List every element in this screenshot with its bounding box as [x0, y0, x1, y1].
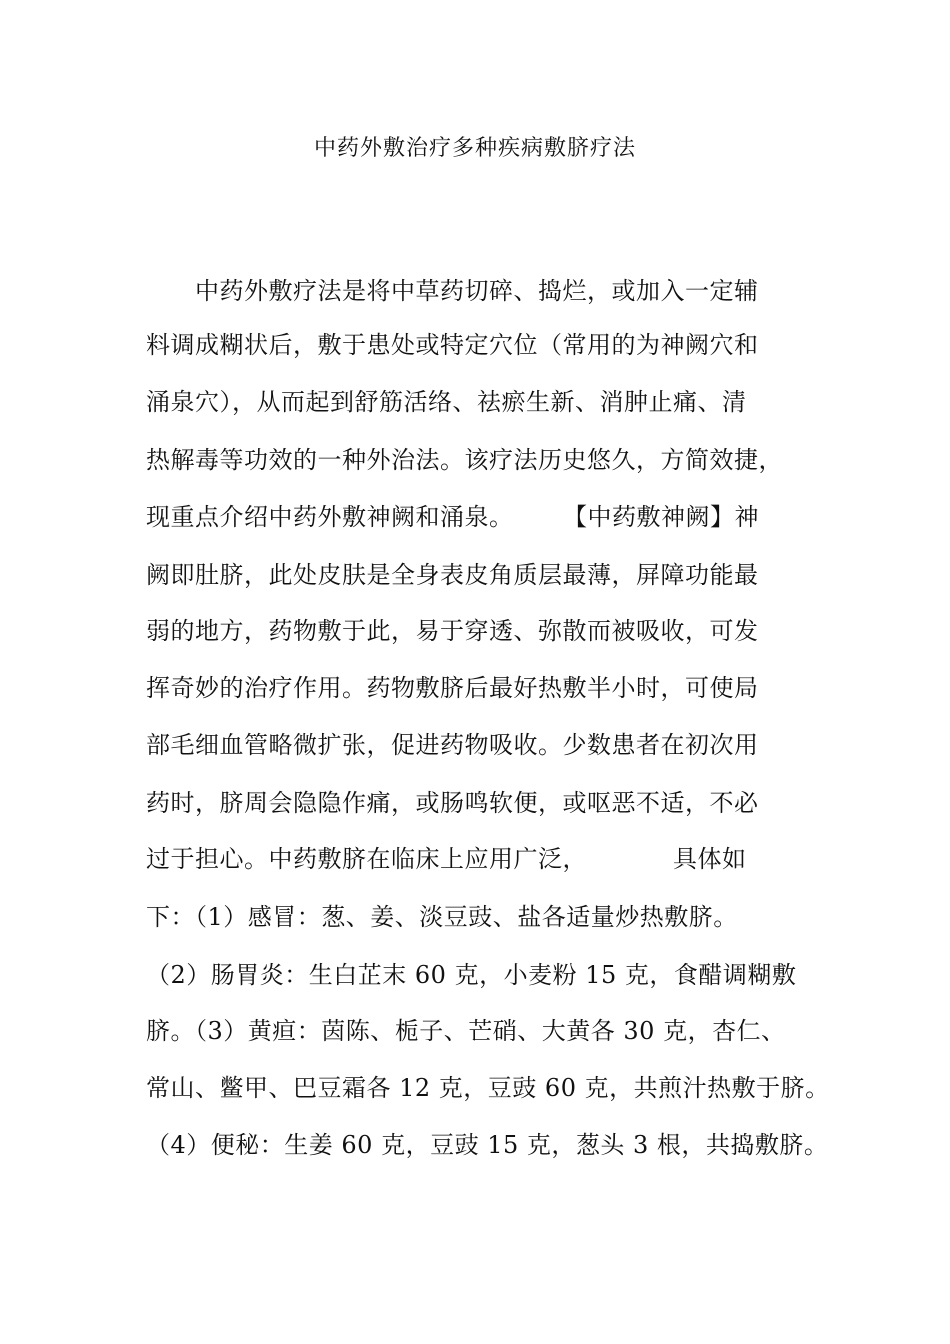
text-line: 热解毒等功效的一种外治法。该疗法历史悠久，方简效捷， — [146, 446, 783, 474]
text-line: 过于担心。中药敷脐在临床上应用广泛， 具体如 — [146, 845, 747, 873]
text-line: 下：（1）感冒：葱、姜、淡豆豉、盐各适量炒热敷脐。 — [146, 903, 738, 931]
text-line: 挥奇妙的治疗作用。药物敷脐后最好热敷半小时，可使局 — [146, 674, 759, 702]
text-line: 涌泉穴），从而起到舒筋活络、祛瘀生新、消肿止痛、清 — [146, 388, 747, 416]
text-line: 药时，脐周会隐隐作痛，或肠鸣软便，或呕恶不适，不必 — [146, 789, 759, 817]
text-line: 阙即肚脐，此处皮肤是全身表皮角质层最薄，屏障功能最 — [146, 561, 759, 589]
text-line: 脐。（3）黄疸：茵陈、栀子、芒硝、大黄各 30 克，杏仁、 — [146, 1017, 786, 1045]
text-line: （4）便秘：生姜 60 克，豆豉 15 克，葱头 3 根，共捣敷脐。 — [146, 1131, 829, 1159]
text-line: 弱的地方，药物敷于此，易于穿透、弥散而被吸收，可发 — [146, 617, 759, 645]
text-line: （2）肠胃炎：生白芷末 60 克，小麦粉 15 克，食醋调糊敷 — [146, 961, 797, 989]
text-line: 料调成糊状后，敷于患处或特定穴位（常用的为神阙穴和 — [146, 331, 759, 359]
text-line: 中药外敷疗法是将中草药切碎、捣烂，或加入一定辅 — [146, 277, 759, 305]
text-line: 部毛细血管略微扩张，促进药物吸收。少数患者在初次用 — [146, 731, 759, 759]
text-line: 现重点介绍中药外敷神阙和涌泉。 【中药敷神阙】神 — [146, 503, 759, 531]
page-title: 中药外敷治疗多种疾病敷脐疗法 — [313, 136, 636, 161]
text-line: 常山、鳖甲、巴豆霜各 12 克，豆豉 60 克，共煎汁热敷于脐。 — [146, 1074, 830, 1102]
